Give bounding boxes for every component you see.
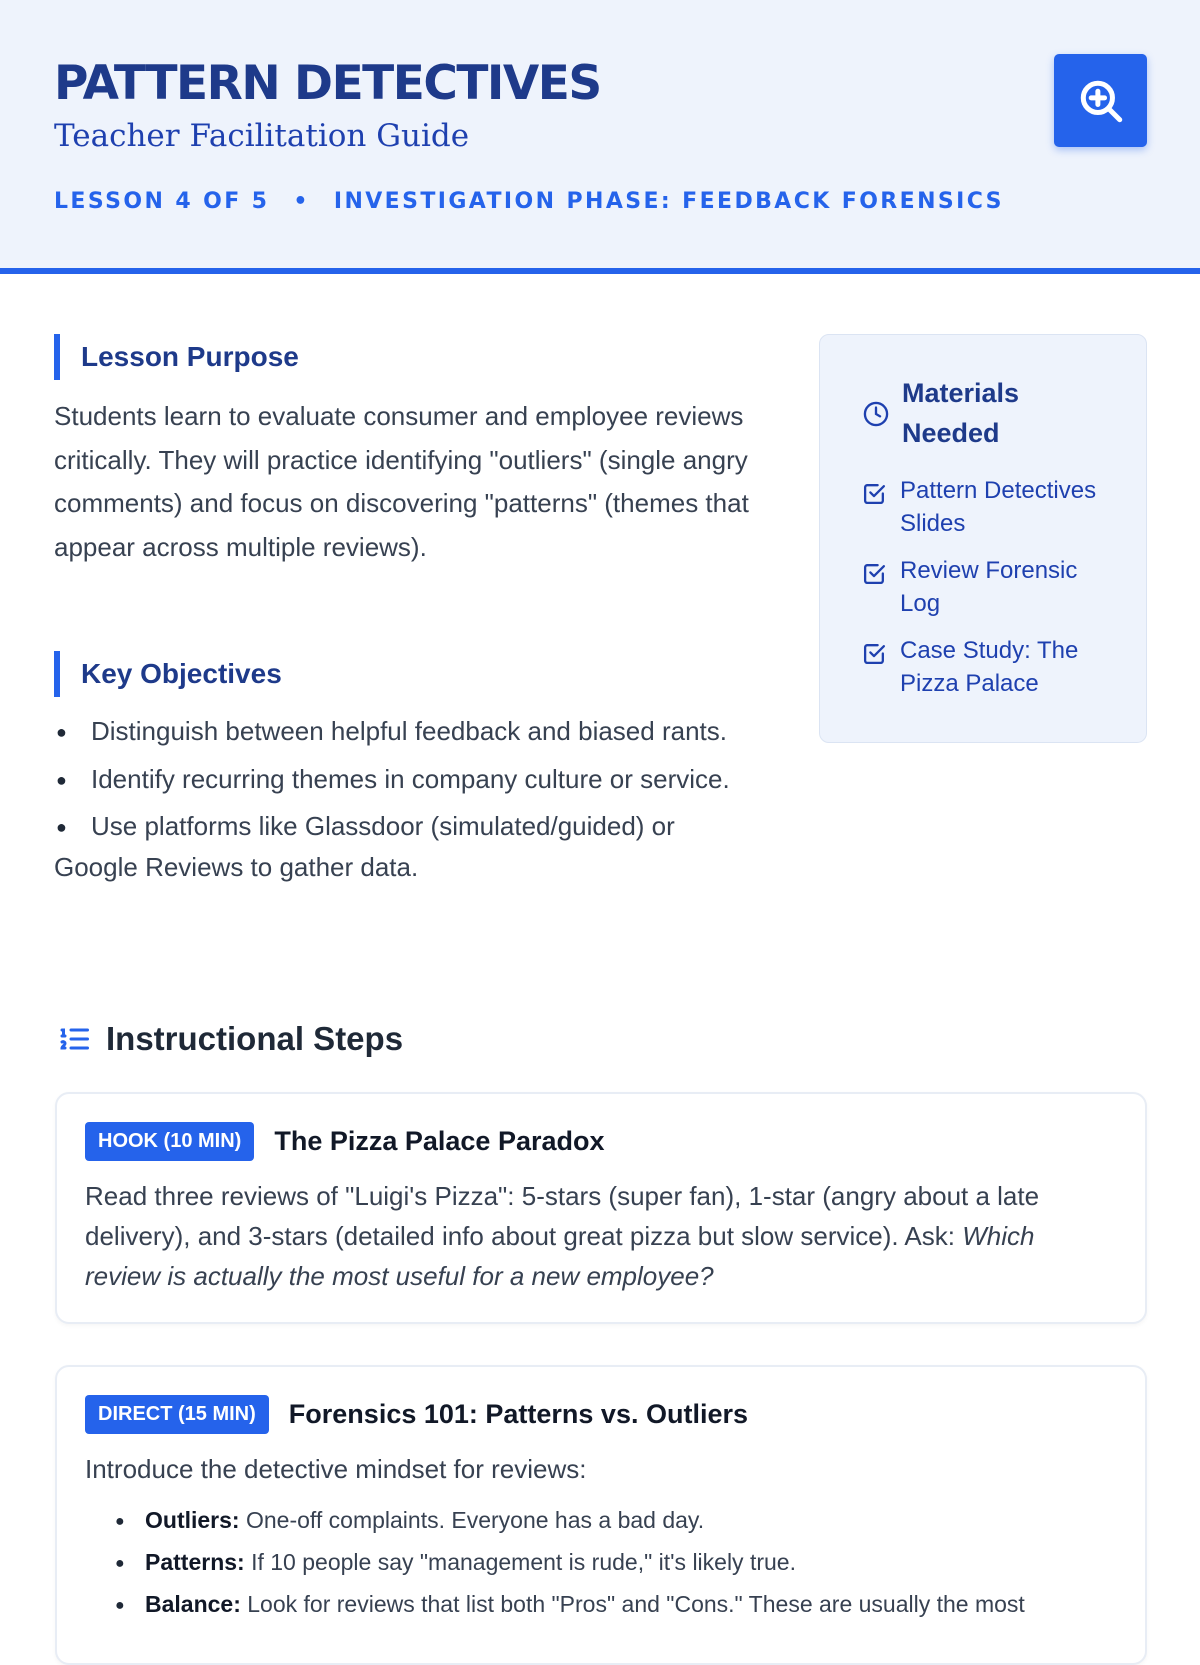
step-card-hook	[55, 1092, 1147, 1324]
zoom-button[interactable]	[1054, 54, 1147, 147]
step-title: Forensics 101: Patterns vs. Outliers	[288, 1399, 748, 1429]
materials-title: Materials Needed	[902, 378, 1020, 448]
numbered-list-icon	[56, 1021, 92, 1057]
step-badge: HOOK (10 MIN)	[85, 1122, 254, 1161]
lesson-phase: INVESTIGATION PHASE: FEEDBACK FORENSICS	[333, 189, 1004, 214]
material-label: Review Forensic Log	[900, 557, 1078, 617]
material-item[interactable]	[862, 634, 1102, 700]
page-subtitle: Teacher Facilitation Guide	[54, 118, 470, 154]
checkbox-icon	[862, 634, 900, 700]
checkbox-icon	[862, 554, 900, 620]
step-badge: DIRECT (15 MIN)	[85, 1395, 269, 1434]
bullet: ●	[56, 817, 67, 837]
objectives-heading: Key Objectives	[54, 651, 282, 697]
bullet: ●	[56, 722, 67, 742]
materials-panel	[819, 334, 1147, 743]
page-title: PATTERN DETECTIVES	[54, 56, 601, 111]
purpose-text: Students learn to evaluate consumer and employee reviews critically. They will practice identifying "outliers" (single angry comments) and focus on discovering "patterns" (themes that appear across multiple reviews).	[54, 401, 749, 562]
objective-item: ● Use platforms like Glassdoor (simulated/guided) or Google Reviews to gather data.	[54, 807, 754, 887]
step-body: Introduce the detective mindset for reviews:	[85, 1454, 587, 1484]
material-label: Case Study: The Pizza Palace	[900, 637, 1079, 697]
step-body: Read three reviews of "Luigi's Pizza": 5-stars (super fan), 1-star (angry about a late delivery), and 3-stars (detailed info about great pizza but slow service). Ask: Which review is actually the most useful for a new employee?	[85, 1181, 1040, 1291]
step-list	[115, 1500, 1125, 1626]
lesson-number: LESSON 4 OF 5	[54, 189, 270, 214]
list-item: ● Outliers: One-off complaints. Everyone has a bad day.	[115, 1507, 705, 1533]
material-label: Pattern Detectives Slides	[900, 477, 1097, 537]
zoom-in-icon	[1076, 76, 1126, 126]
page-header	[0, 0, 1200, 274]
bullet: ●	[56, 769, 67, 790]
list-item: ● Patterns: If 10 people say "management is rude," it's likely true.	[115, 1549, 796, 1575]
material-item[interactable]	[862, 554, 1082, 620]
lesson-meta	[54, 189, 1004, 214]
objective-item: ● Distinguish between helpful feedback and biased rants.	[54, 712, 754, 753]
material-item[interactable]	[862, 474, 1112, 540]
step-card-direct	[55, 1365, 1147, 1665]
checkbox-icon	[862, 474, 900, 540]
step-title: The Pizza Palace Paradox	[274, 1126, 605, 1156]
list-item: ● Balance: Look for reviews that list both "Pros" and "Cons." These are usually the most	[115, 1591, 1025, 1617]
meta-separator: •	[293, 189, 310, 214]
steps-heading: Instructional Steps	[56, 1020, 403, 1058]
objective-item: ● Identify recurring themes in company culture or service.	[54, 760, 754, 801]
step-question: Which review is actually the most useful for a new employee?	[85, 1221, 1035, 1291]
purpose-heading: Lesson Purpose	[54, 334, 299, 380]
clock-icon	[862, 400, 890, 428]
objectives-list	[54, 712, 754, 894]
